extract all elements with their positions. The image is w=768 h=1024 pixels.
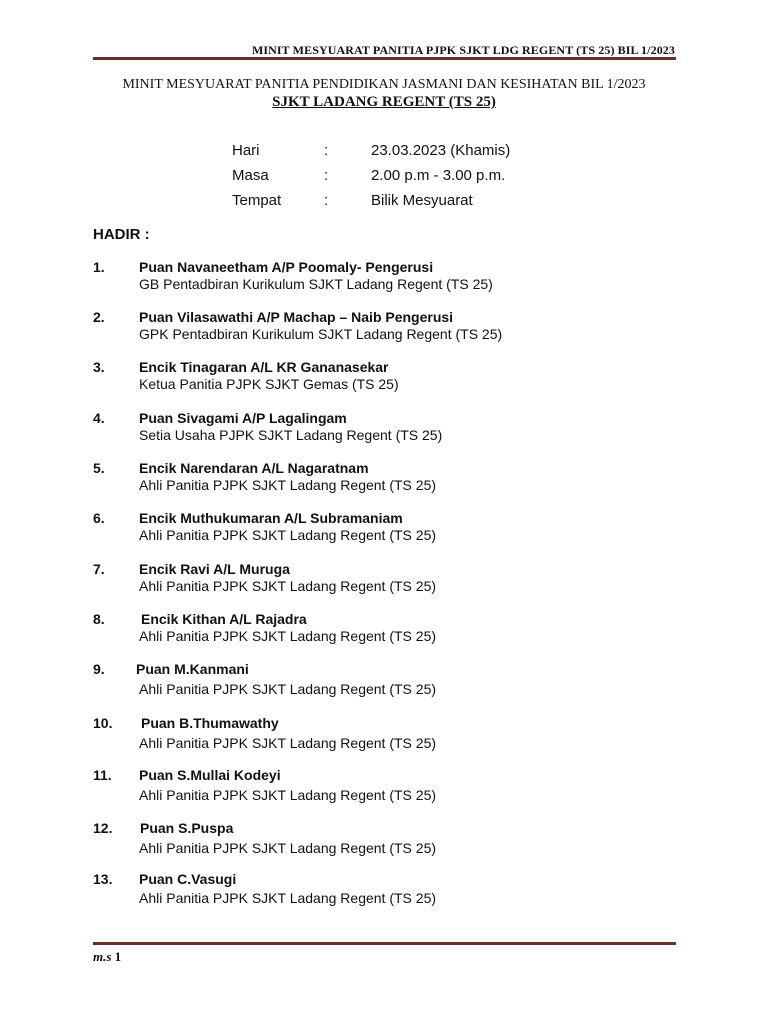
member-item [93,460,693,500]
member-name: Puan C.Vasugi [139,871,237,887]
member-item [93,820,693,860]
info-value: 23.03.2023 (Khamis) [371,142,511,159]
member-role: Ahli Panitia PJPK SJKT Ladang Regent (TS 25) [139,527,437,543]
member-item [93,510,693,550]
member-item [93,767,693,807]
member-name: Puan S.Mullai Kodeyi [139,767,281,783]
member-role: Ahli Panitia PJPK SJKT Ladang Regent (TS 25) [139,735,437,751]
document-subtitle: SJKT LADANG REGENT (TS 25) [272,94,496,110]
member-role: Ahli Panitia PJPK SJKT Ladang Regent (TS 25) [139,840,437,856]
member-name: Puan Vilasawathi A/P Machap – Naib Pengerusi [139,309,454,325]
member-role: Ahli Panitia PJPK SJKT Ladang Regent (TS 25) [139,578,437,594]
member-role: GPK Pentadbiran Kurikulum SJKT Ladang Regent (TS 25) [139,326,503,342]
member-number: 4. [93,410,105,426]
header-rule [93,57,676,60]
member-role: Setia Usaha PJPK SJKT Ladang Regent (TS 25) [139,427,443,443]
info-label: Masa [232,167,269,184]
member-name: Puan M.Kanmani [136,661,249,677]
member-number: 6. [93,510,105,526]
info-colon: : [324,192,329,209]
member-role: Ahli Panitia PJPK SJKT Ladang Regent (TS 25) [139,787,437,803]
member-role: Ahli Panitia PJPK SJKT Ladang Regent (TS 25) [139,628,437,644]
member-number: 10. [93,715,113,731]
member-number: 7. [93,561,105,577]
page-number: 1 [114,949,122,964]
member-number: 1. [93,259,105,275]
member-number: 9. [93,661,105,677]
member-role: Ahli Panitia PJPK SJKT Ladang Regent (TS 25) [139,681,437,697]
member-number: 2. [93,309,105,325]
footer-rule [93,942,676,945]
member-number: 13. [93,871,113,887]
member-name: Encik Muthukumaran A/L Subramaniam [139,510,403,526]
info-value: Bilik Mesyuarat [371,192,473,209]
member-role: GB Pentadbiran Kurikulum SJKT Ladang Regent (TS 25) [139,276,493,292]
running-header: MINIT MESYUARAT PANITIA PJPK SJKT LDG REGENT (TS 25) BIL 1/2023 [251,43,675,57]
member-name: Puan S.Puspa [140,820,234,836]
member-name: Encik Tinagaran A/L KR Gananasekar [139,359,389,375]
member-name: Puan B.Thumawathy [141,715,279,731]
member-name: Encik Narendaran A/L Nagaratnam [139,460,369,476]
member-name: Encik Kithan A/L Rajadra [141,611,307,627]
member-item [93,871,693,911]
member-item [93,661,693,701]
info-colon: : [324,167,329,184]
info-colon: : [324,142,329,159]
member-item [93,359,693,399]
member-name: Encik Ravi A/L Muruga [139,561,290,577]
member-item [93,561,693,601]
member-number: 8. [93,611,105,627]
member-name: Puan Sivagami A/P Lagalingam [139,410,347,426]
member-number: 12. [93,820,113,836]
member-role: Ketua Panitia PJPK SJKT Gemas (TS 25) [139,376,399,392]
page-label: m.s [93,949,112,964]
info-value: 2.00 p.m - 3.00 p.m. [371,167,506,184]
member-item [93,715,693,755]
member-item [93,309,693,349]
member-number: 3. [93,359,105,375]
member-name: Puan Navaneetham A/P Poomaly- Pengerusi [139,259,434,275]
page-footer [93,949,121,965]
member-role: Ahli Panitia PJPK SJKT Ladang Regent (TS 25) [139,477,437,493]
info-label: Hari [232,142,260,159]
member-number: 5. [93,460,105,476]
member-item [93,259,693,299]
member-number: 11. [93,767,112,783]
document-title: MINIT MESYUARAT PANITIA PENDIDIKAN JASMANI DAN KESIHATAN BIL 1/2023 [122,77,646,92]
member-item [93,611,693,651]
member-role: Ahli Panitia PJPK SJKT Ladang Regent (TS 25) [139,890,437,906]
attendance-heading: HADIR : [93,226,150,243]
info-label: Tempat [232,192,282,209]
member-item [93,410,693,450]
